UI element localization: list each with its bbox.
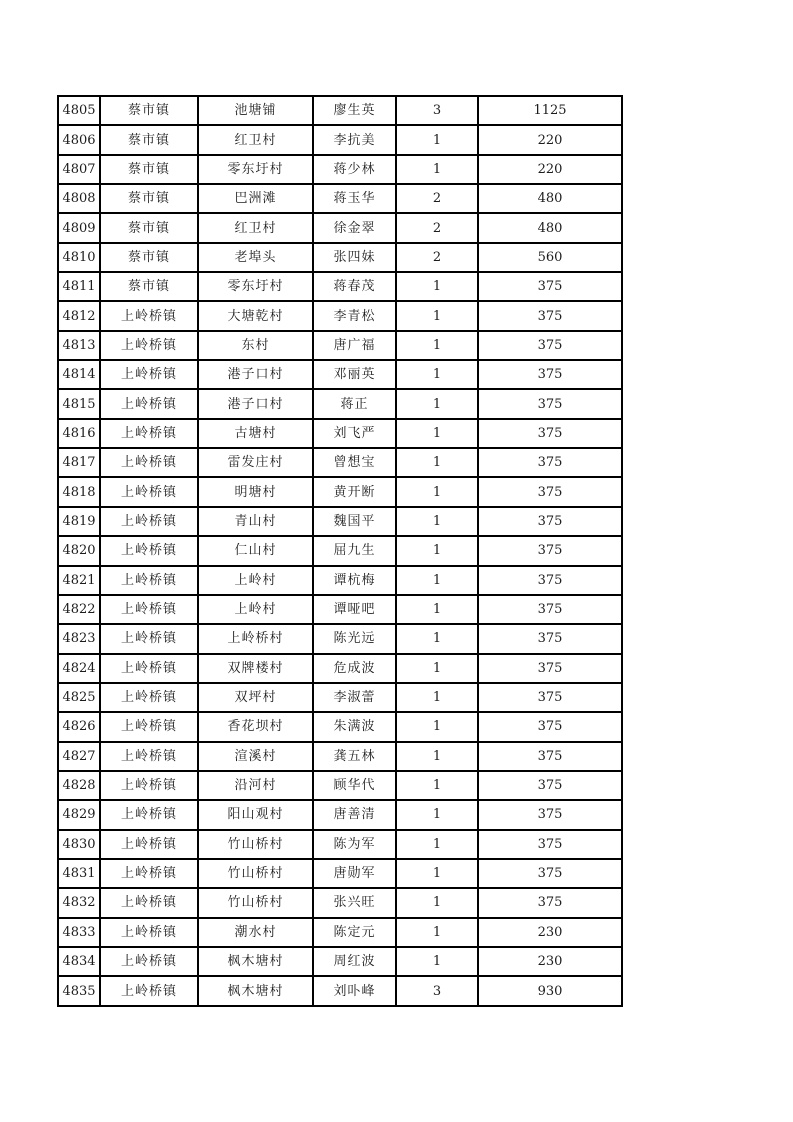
cell-village: 阳山观村 <box>198 800 313 829</box>
cell-record-id: 4815 <box>58 389 100 418</box>
cell-town: 上岭桥镇 <box>100 712 198 741</box>
cell-amount: 375 <box>478 419 622 448</box>
cell-record-id: 4814 <box>58 360 100 389</box>
cell-count: 3 <box>396 96 478 125</box>
cell-amount: 375 <box>478 830 622 859</box>
cell-village: 红卫村 <box>198 213 313 242</box>
cell-count: 1 <box>396 918 478 947</box>
table-row <box>58 742 622 771</box>
cell-person-name: 蒋春茂 <box>313 272 396 301</box>
table-row <box>58 477 622 506</box>
cell-count: 1 <box>396 389 478 418</box>
cell-town: 上岭桥镇 <box>100 742 198 771</box>
cell-village: 潮水村 <box>198 918 313 947</box>
cell-amount: 480 <box>478 213 622 242</box>
cell-person-name: 蒋少林 <box>313 155 396 184</box>
cell-amount: 375 <box>478 888 622 917</box>
cell-count: 1 <box>396 125 478 154</box>
cell-amount: 480 <box>478 184 622 213</box>
cell-village: 渲溪村 <box>198 742 313 771</box>
cell-town: 蔡市镇 <box>100 96 198 125</box>
records-table <box>57 95 623 1007</box>
cell-village: 雷发庄村 <box>198 448 313 477</box>
cell-amount: 375 <box>478 389 622 418</box>
cell-record-id: 4826 <box>58 712 100 741</box>
cell-village: 池塘铺 <box>198 96 313 125</box>
cell-count: 1 <box>396 712 478 741</box>
cell-record-id: 4820 <box>58 536 100 565</box>
cell-record-id: 4824 <box>58 654 100 683</box>
cell-count: 3 <box>396 976 478 1006</box>
cell-village: 竹山桥村 <box>198 888 313 917</box>
cell-count: 1 <box>396 507 478 536</box>
cell-town: 上岭桥镇 <box>100 448 198 477</box>
cell-count: 1 <box>396 272 478 301</box>
cell-amount: 375 <box>478 331 622 360</box>
cell-town: 蔡市镇 <box>100 155 198 184</box>
cell-record-id: 4831 <box>58 859 100 888</box>
cell-amount: 375 <box>478 360 622 389</box>
table-row <box>58 800 622 829</box>
cell-village: 上岭桥村 <box>198 624 313 653</box>
cell-person-name: 徐金翠 <box>313 213 396 242</box>
table-row <box>58 331 622 360</box>
cell-record-id: 4812 <box>58 301 100 330</box>
cell-person-name: 陈定元 <box>313 918 396 947</box>
cell-person-name: 周红波 <box>313 947 396 976</box>
table-row <box>58 771 622 800</box>
cell-person-name: 龚五林 <box>313 742 396 771</box>
cell-town: 上岭桥镇 <box>100 331 198 360</box>
cell-record-id: 4818 <box>58 477 100 506</box>
cell-town: 上岭桥镇 <box>100 507 198 536</box>
table-row <box>58 96 622 125</box>
cell-town: 上岭桥镇 <box>100 566 198 595</box>
cell-town: 蔡市镇 <box>100 243 198 272</box>
cell-town: 上岭桥镇 <box>100 888 198 917</box>
cell-amount: 220 <box>478 125 622 154</box>
cell-village: 双坪村 <box>198 683 313 712</box>
cell-person-name: 屈九生 <box>313 536 396 565</box>
cell-amount: 375 <box>478 683 622 712</box>
cell-amount: 375 <box>478 507 622 536</box>
table-row <box>58 419 622 448</box>
cell-amount: 375 <box>478 595 622 624</box>
cell-person-name: 廖生英 <box>313 96 396 125</box>
table-row <box>58 624 622 653</box>
cell-town: 上岭桥镇 <box>100 536 198 565</box>
cell-record-id: 4834 <box>58 947 100 976</box>
table-row <box>58 683 622 712</box>
cell-village: 红卫村 <box>198 125 313 154</box>
cell-person-name: 谭杭梅 <box>313 566 396 595</box>
cell-count: 2 <box>396 213 478 242</box>
cell-village: 沿河村 <box>198 771 313 800</box>
cell-record-id: 4829 <box>58 800 100 829</box>
cell-town: 上岭桥镇 <box>100 947 198 976</box>
table-row <box>58 184 622 213</box>
cell-count: 1 <box>396 477 478 506</box>
cell-record-id: 4822 <box>58 595 100 624</box>
cell-village: 枫木塘村 <box>198 976 313 1006</box>
cell-town: 上岭桥镇 <box>100 830 198 859</box>
cell-person-name: 危成波 <box>313 654 396 683</box>
cell-person-name: 邓丽英 <box>313 360 396 389</box>
table-row <box>58 272 622 301</box>
table-row <box>58 125 622 154</box>
cell-count: 2 <box>396 184 478 213</box>
cell-town: 蔡市镇 <box>100 213 198 242</box>
cell-person-name: 陈为军 <box>313 830 396 859</box>
cell-count: 1 <box>396 654 478 683</box>
cell-count: 1 <box>396 448 478 477</box>
cell-count: 1 <box>396 947 478 976</box>
cell-town: 上岭桥镇 <box>100 654 198 683</box>
cell-village: 港子口村 <box>198 360 313 389</box>
cell-record-id: 4832 <box>58 888 100 917</box>
cell-person-name: 唐善清 <box>313 800 396 829</box>
cell-person-name: 张四妹 <box>313 243 396 272</box>
cell-village: 上岭村 <box>198 566 313 595</box>
cell-town: 上岭桥镇 <box>100 301 198 330</box>
cell-count: 1 <box>396 536 478 565</box>
cell-village: 竹山桥村 <box>198 859 313 888</box>
table-row <box>58 595 622 624</box>
cell-person-name: 魏国平 <box>313 507 396 536</box>
table-row <box>58 507 622 536</box>
cell-person-name: 陈光远 <box>313 624 396 653</box>
table-row <box>58 243 622 272</box>
table-row <box>58 448 622 477</box>
cell-amount: 375 <box>478 448 622 477</box>
cell-amount: 375 <box>478 477 622 506</box>
cell-town: 上岭桥镇 <box>100 419 198 448</box>
cell-amount: 930 <box>478 976 622 1006</box>
cell-town: 上岭桥镇 <box>100 683 198 712</box>
cell-town: 蔡市镇 <box>100 184 198 213</box>
table-row <box>58 918 622 947</box>
cell-person-name: 唐勋军 <box>313 859 396 888</box>
cell-person-name: 李青松 <box>313 301 396 330</box>
cell-amount: 560 <box>478 243 622 272</box>
table-row <box>58 389 622 418</box>
cell-amount: 375 <box>478 859 622 888</box>
cell-town: 上岭桥镇 <box>100 800 198 829</box>
cell-person-name: 曾想宝 <box>313 448 396 477</box>
cell-person-name: 蒋玉华 <box>313 184 396 213</box>
cell-person-name: 李抗美 <box>313 125 396 154</box>
cell-count: 1 <box>396 566 478 595</box>
cell-village: 零东圩村 <box>198 155 313 184</box>
cell-village: 香花坝村 <box>198 712 313 741</box>
cell-record-id: 4835 <box>58 976 100 1006</box>
table-row <box>58 976 622 1006</box>
cell-village: 古塘村 <box>198 419 313 448</box>
cell-village: 仁山村 <box>198 536 313 565</box>
table-row <box>58 360 622 389</box>
cell-town: 上岭桥镇 <box>100 595 198 624</box>
table-row <box>58 213 622 242</box>
cell-amount: 375 <box>478 566 622 595</box>
table-row <box>58 888 622 917</box>
cell-record-id: 4830 <box>58 830 100 859</box>
cell-village: 青山村 <box>198 507 313 536</box>
cell-record-id: 4819 <box>58 507 100 536</box>
cell-amount: 375 <box>478 536 622 565</box>
cell-village: 双牌楼村 <box>198 654 313 683</box>
cell-person-name: 黄开断 <box>313 477 396 506</box>
cell-village: 港子口村 <box>198 389 313 418</box>
cell-count: 1 <box>396 360 478 389</box>
cell-person-name: 刘卟峰 <box>313 976 396 1006</box>
cell-village: 巴洲滩 <box>198 184 313 213</box>
table-row <box>58 536 622 565</box>
cell-count: 1 <box>396 331 478 360</box>
cell-town: 上岭桥镇 <box>100 859 198 888</box>
cell-village: 东村 <box>198 331 313 360</box>
cell-amount: 230 <box>478 947 622 976</box>
cell-village: 明塘村 <box>198 477 313 506</box>
cell-person-name: 蒋正 <box>313 389 396 418</box>
cell-person-name: 唐广福 <box>313 331 396 360</box>
table-row <box>58 654 622 683</box>
cell-person-name: 张兴旺 <box>313 888 396 917</box>
table-row <box>58 830 622 859</box>
cell-record-id: 4810 <box>58 243 100 272</box>
cell-town: 上岭桥镇 <box>100 477 198 506</box>
cell-person-name: 李淑蕾 <box>313 683 396 712</box>
cell-record-id: 4827 <box>58 742 100 771</box>
cell-village: 老埠头 <box>198 243 313 272</box>
cell-record-id: 4817 <box>58 448 100 477</box>
cell-count: 1 <box>396 742 478 771</box>
cell-town: 蔡市镇 <box>100 272 198 301</box>
cell-town: 上岭桥镇 <box>100 389 198 418</box>
cell-village: 大塘乾村 <box>198 301 313 330</box>
cell-village: 竹山桥村 <box>198 830 313 859</box>
cell-count: 1 <box>396 888 478 917</box>
cell-amount: 375 <box>478 272 622 301</box>
cell-amount: 375 <box>478 771 622 800</box>
cell-person-name: 顾华代 <box>313 771 396 800</box>
cell-amount: 1125 <box>478 96 622 125</box>
cell-record-id: 4808 <box>58 184 100 213</box>
cell-record-id: 4809 <box>58 213 100 242</box>
table-row <box>58 155 622 184</box>
cell-count: 1 <box>396 800 478 829</box>
cell-amount: 375 <box>478 712 622 741</box>
cell-count: 1 <box>396 595 478 624</box>
cell-record-id: 4805 <box>58 96 100 125</box>
cell-count: 1 <box>396 419 478 448</box>
cell-village: 上岭村 <box>198 595 313 624</box>
cell-count: 2 <box>396 243 478 272</box>
cell-person-name: 朱满波 <box>313 712 396 741</box>
cell-record-id: 4821 <box>58 566 100 595</box>
cell-amount: 375 <box>478 800 622 829</box>
cell-count: 1 <box>396 771 478 800</box>
cell-count: 1 <box>396 830 478 859</box>
cell-person-name: 刘飞严 <box>313 419 396 448</box>
cell-town: 上岭桥镇 <box>100 918 198 947</box>
cell-record-id: 4828 <box>58 771 100 800</box>
cell-village: 零东圩村 <box>198 272 313 301</box>
cell-town: 蔡市镇 <box>100 125 198 154</box>
cell-village: 枫木塘村 <box>198 947 313 976</box>
cell-record-id: 4825 <box>58 683 100 712</box>
table-row <box>58 712 622 741</box>
cell-amount: 375 <box>478 742 622 771</box>
cell-record-id: 4813 <box>58 331 100 360</box>
cell-record-id: 4806 <box>58 125 100 154</box>
cell-amount: 220 <box>478 155 622 184</box>
cell-count: 1 <box>396 155 478 184</box>
records-table-container <box>57 95 623 1007</box>
cell-record-id: 4807 <box>58 155 100 184</box>
cell-amount: 375 <box>478 624 622 653</box>
cell-count: 1 <box>396 624 478 653</box>
cell-record-id: 4811 <box>58 272 100 301</box>
table-row <box>58 566 622 595</box>
cell-person-name: 谭哑吧 <box>313 595 396 624</box>
table-row <box>58 859 622 888</box>
cell-record-id: 4833 <box>58 918 100 947</box>
cell-amount: 375 <box>478 301 622 330</box>
cell-amount: 375 <box>478 654 622 683</box>
cell-town: 上岭桥镇 <box>100 771 198 800</box>
cell-town: 上岭桥镇 <box>100 624 198 653</box>
cell-town: 上岭桥镇 <box>100 360 198 389</box>
cell-count: 1 <box>396 301 478 330</box>
table-row <box>58 947 622 976</box>
cell-count: 1 <box>396 683 478 712</box>
table-row <box>58 301 622 330</box>
cell-amount: 230 <box>478 918 622 947</box>
cell-count: 1 <box>396 859 478 888</box>
cell-record-id: 4823 <box>58 624 100 653</box>
cell-record-id: 4816 <box>58 419 100 448</box>
cell-town: 上岭桥镇 <box>100 976 198 1006</box>
